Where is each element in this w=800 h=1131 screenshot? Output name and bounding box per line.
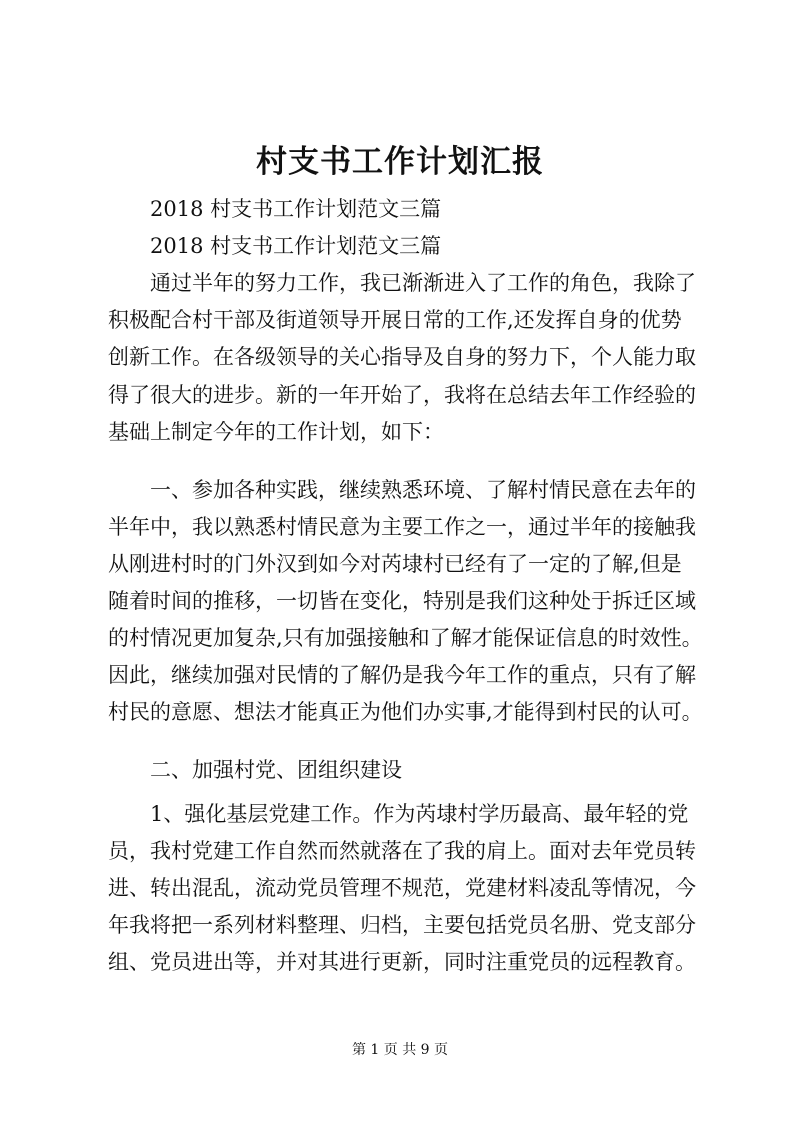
paragraph-3-line-2: 员，我村党建工作自然而然就落在了我的肩上。面对去年党员转: [108, 839, 696, 863]
paragraph-2-line-2: 半年中，我以熟悉村情民意为主要工作之一，通过半年的接触我: [108, 515, 696, 539]
subtitle-line-1: 2018 村支书工作计划范文三篇: [150, 197, 442, 221]
document-title: 村支书工作计划汇报: [256, 144, 544, 180]
paragraph-2-line-6: 因此，继续加强对民情的了解仍是我今年工作的重点，只有了解: [108, 663, 696, 687]
paragraph-1-line-5: 基础上制定今年的工作计划，如下：: [108, 420, 444, 444]
page-footer: 第 1 页 共 9 页: [351, 1042, 449, 1058]
section-heading-party: 二、加强村党、团组织建设: [150, 758, 402, 782]
paragraph-3-line-5: 组、党员进出等，并对其进行更新，同时注重党员的远程教育。: [108, 950, 696, 974]
paragraph-2-line-4: 随着时间的推移，一切皆在变化，特别是我们这种处于拆迁区域: [108, 589, 696, 613]
paragraph-1-line-1: 通过半年的努力工作，我已渐渐进入了工作的角色，我除了: [150, 271, 696, 295]
subtitle-line-2: 2018 村支书工作计划范文三篇: [150, 234, 442, 258]
paragraph-1-line-2: 积极配合村干部及街道领导开展日常的工作,还发挥自身的优势: [108, 308, 682, 332]
paragraph-3-line-3: 进、转出混乱，流动党员管理不规范，党建材料凌乱等情况，今: [108, 876, 696, 900]
paragraph-2-line-7: 村民的意愿、想法才能真正为他们办实事,才能得到村民的认可。: [108, 700, 703, 724]
paragraph-1-line-4: 得了很大的进步。新的一年开始了，我将在总结去年工作经验的: [108, 383, 696, 407]
paragraph-1-line-3: 创新工作。在各级领导的关心指导及自身的努力下，个人能力取: [108, 345, 696, 369]
paragraph-2-line-3: 从刚进村时的门外汉到如今对芮埭村已经有了一定的了解,但是: [108, 552, 682, 576]
paragraph-2-line-5: 的村情况更加复杂,只有加强接触和了解才能保证信息的时效性。: [108, 626, 703, 650]
paragraph-2-line-1: 一、参加各种实践，继续熟悉环境、了解村情民意在去年的: [150, 478, 696, 502]
paragraph-3-line-1: 1、强化基层党建工作。作为芮埭村学历最高、最年轻的党: [150, 802, 689, 826]
paragraph-3-line-4: 年我将把一系列材料整理、归档，主要包括党员名册、党支部分: [108, 913, 696, 937]
